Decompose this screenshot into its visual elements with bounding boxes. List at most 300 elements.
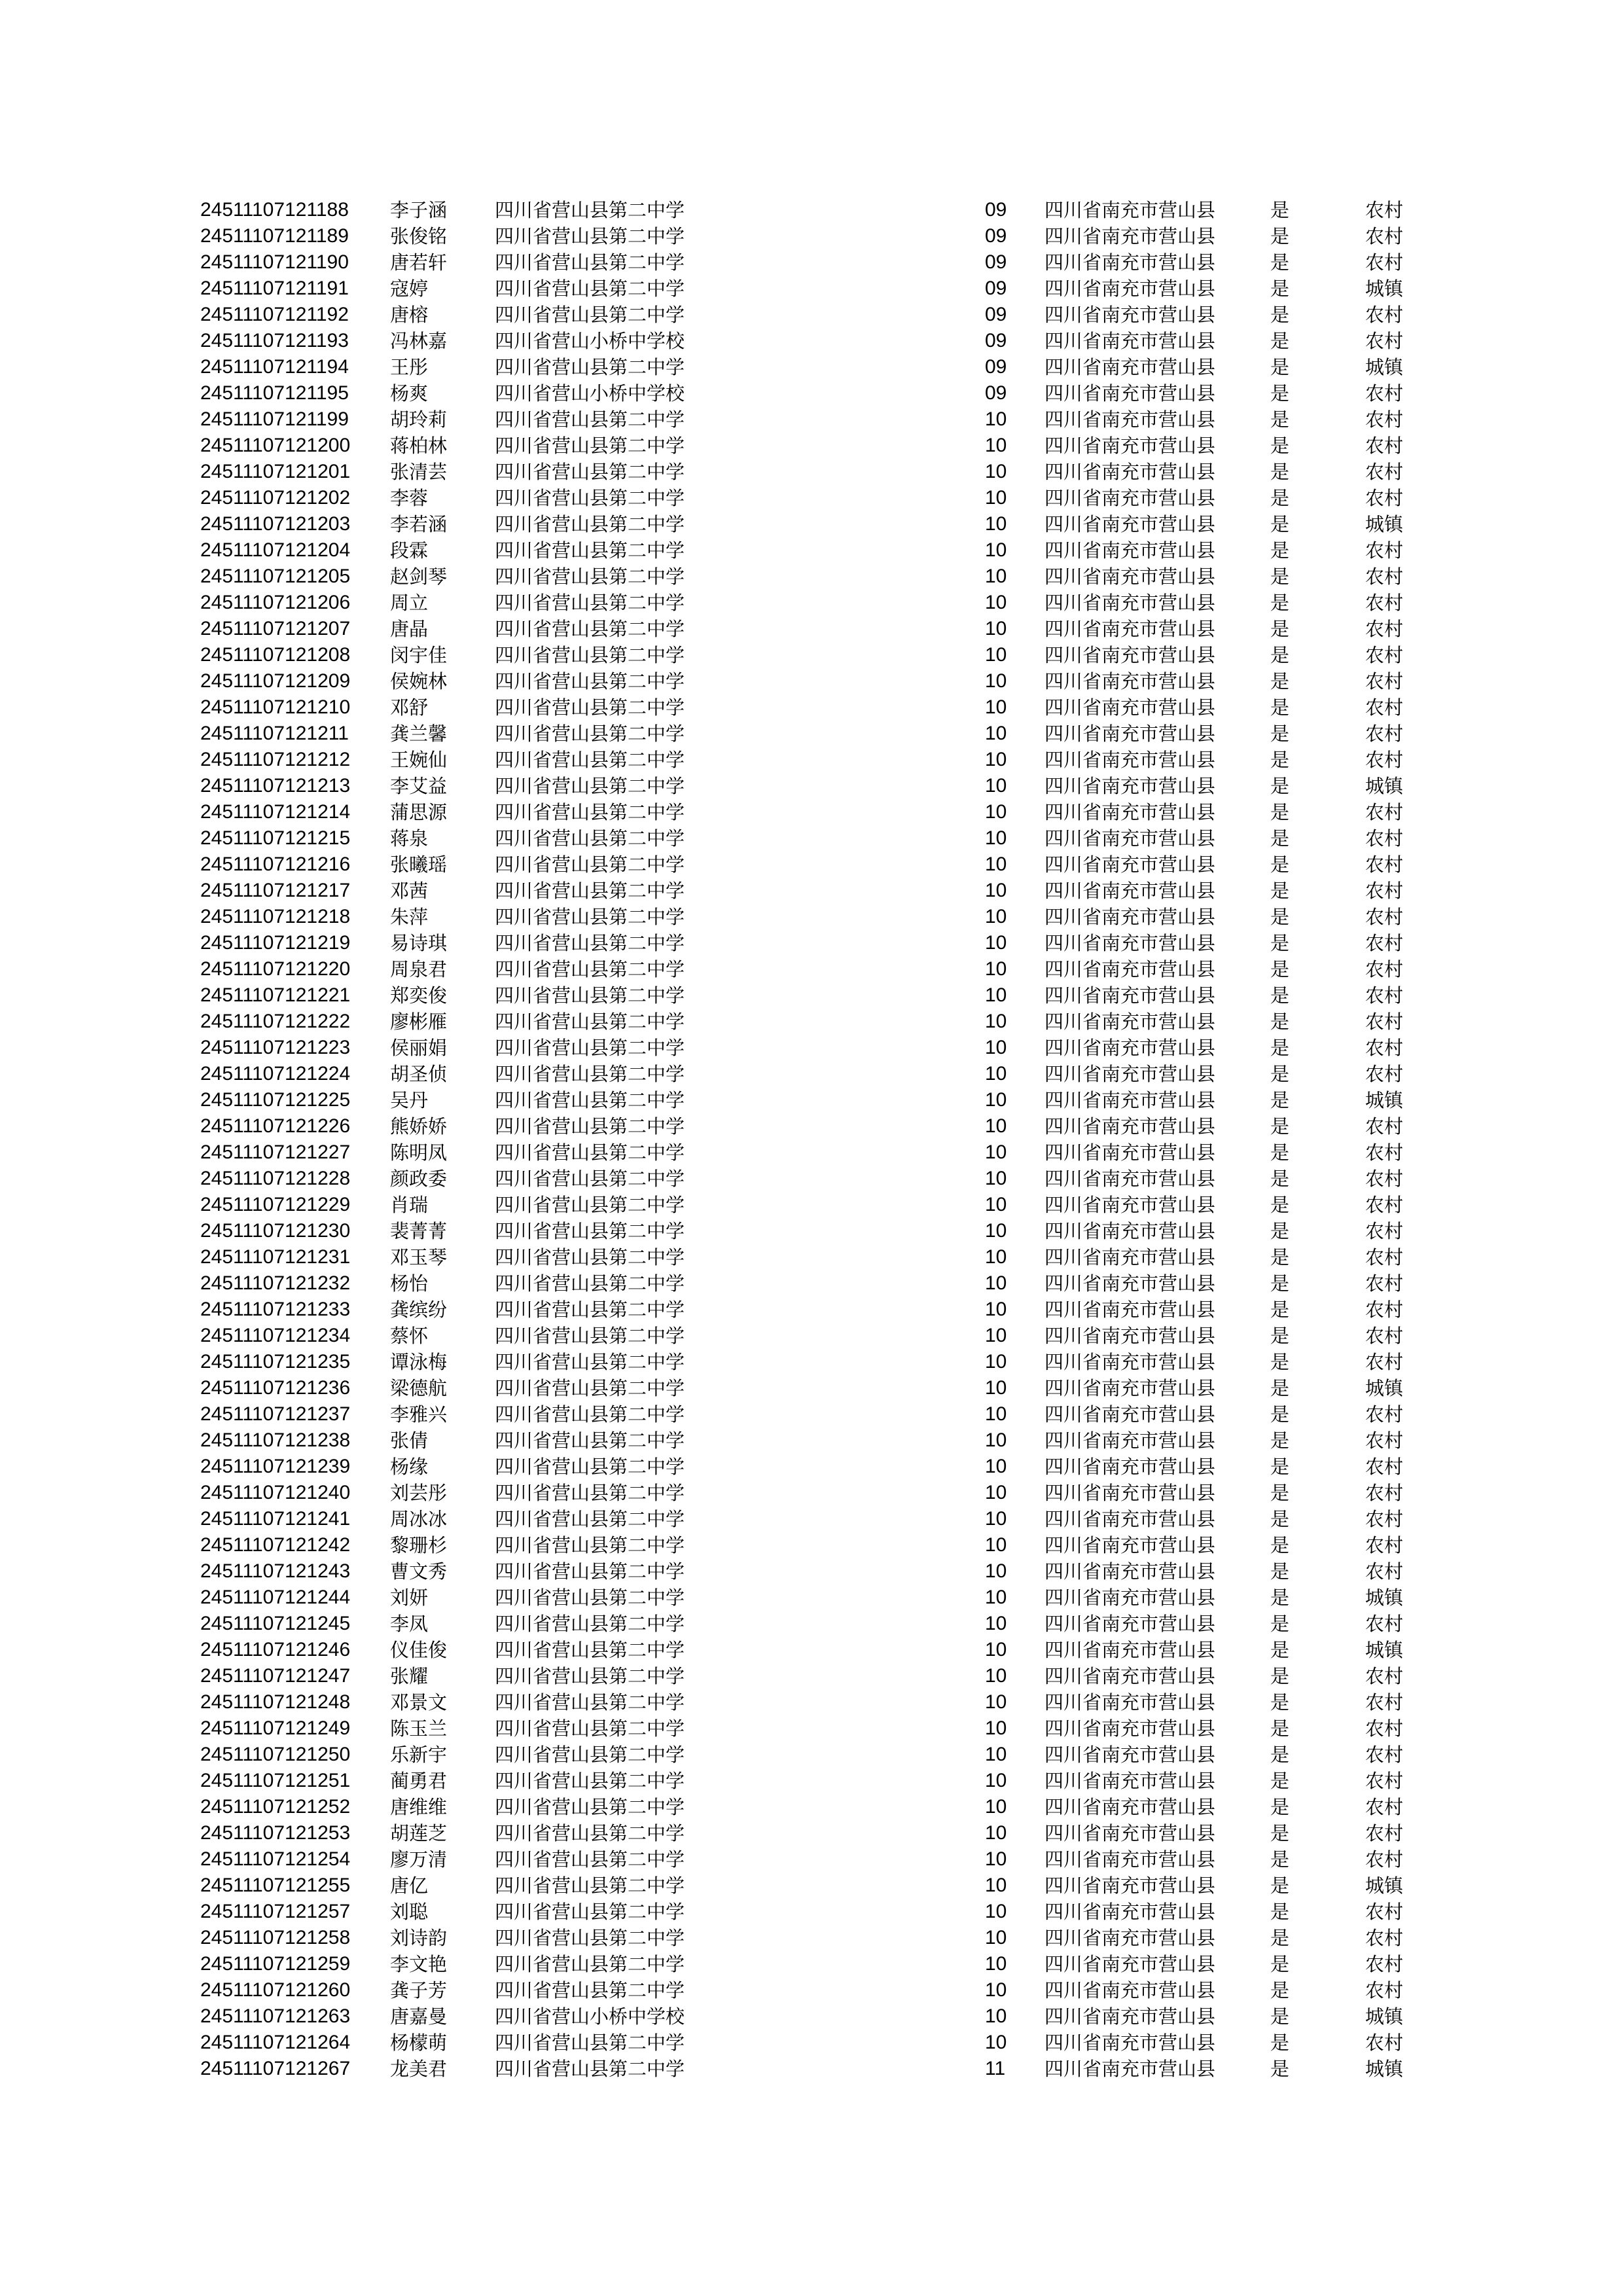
student-name: 李艾益 <box>390 775 448 797</box>
residence-type: 城镇 <box>1365 1874 1404 1897</box>
school-name: 四川省营山县第二中学 <box>495 749 685 771</box>
record-id: 24511107121194 <box>200 356 349 378</box>
eligibility-flag: 是 <box>1270 644 1290 666</box>
table-row <box>0 1977 1623 2003</box>
residence-type: 农村 <box>1365 592 1404 614</box>
region-name: 四川省南充市营山县 <box>1044 592 1216 614</box>
grade-code: 10 <box>985 1403 1007 1425</box>
region-name: 四川省南充市营山县 <box>1044 1429 1216 1452</box>
student-name: 张倩 <box>390 1429 429 1452</box>
record-id: 24511107121195 <box>200 382 349 404</box>
record-id: 24511107121241 <box>200 1508 351 1530</box>
region-name: 四川省南充市营山县 <box>1044 670 1216 692</box>
table-row <box>0 1166 1623 1192</box>
record-id: 24511107121216 <box>200 853 351 875</box>
grade-code: 10 <box>985 461 1007 482</box>
table-row <box>0 1427 1623 1454</box>
eligibility-flag: 是 <box>1270 1351 1290 1373</box>
residence-type: 农村 <box>1365 906 1404 928</box>
record-id: 24511107121221 <box>200 984 351 1006</box>
school-name: 四川省营山县第二中学 <box>495 1770 685 1792</box>
eligibility-flag: 是 <box>1270 382 1290 404</box>
region-name: 四川省南充市营山县 <box>1044 1822 1216 1844</box>
region-name: 四川省南充市营山县 <box>1044 1325 1216 1347</box>
grade-code: 10 <box>985 1011 1007 1032</box>
student-name: 王婉仙 <box>390 749 448 771</box>
record-id: 24511107121252 <box>200 1796 351 1818</box>
table-row <box>0 2056 1623 2082</box>
student-name: 唐亿 <box>390 1874 429 1897</box>
grade-code: 09 <box>985 278 1007 299</box>
region-name: 四川省南充市营山县 <box>1044 1037 1216 1059</box>
eligibility-flag: 是 <box>1270 749 1290 771</box>
record-id: 24511107121245 <box>200 1613 351 1634</box>
student-name: 胡莲芝 <box>390 1822 448 1844</box>
student-name: 黎珊杉 <box>390 1534 448 1556</box>
table-row <box>0 1061 1623 1087</box>
eligibility-flag: 是 <box>1270 1979 1290 2001</box>
student-name: 杨怡 <box>390 1272 429 1295</box>
record-id: 24511107121251 <box>200 1770 351 1791</box>
region-name: 四川省南充市营山县 <box>1044 644 1216 666</box>
school-name: 四川省营山县第二中学 <box>495 461 685 483</box>
region-name: 四川省南充市营山县 <box>1044 1089 1216 1111</box>
grade-code: 10 <box>985 1848 1007 1870</box>
record-id: 24511107121205 <box>200 565 351 587</box>
grade-code: 10 <box>985 1874 1007 1896</box>
eligibility-flag: 是 <box>1270 1272 1290 1295</box>
eligibility-flag: 是 <box>1270 880 1290 902</box>
school-name: 四川省营山县第二中学 <box>495 1927 685 1949</box>
student-name: 李雅兴 <box>390 1403 448 1426</box>
record-id: 24511107121192 <box>200 304 349 325</box>
student-name: 王彤 <box>390 356 429 378</box>
region-name: 四川省南充市营山县 <box>1044 1141 1216 1164</box>
school-name: 四川省营山县第二中学 <box>495 1534 685 1556</box>
grade-code: 09 <box>985 382 1007 404</box>
record-id: 24511107121199 <box>200 408 349 430</box>
residence-type: 农村 <box>1365 1717 1404 1740</box>
student-name: 郑奕俊 <box>390 984 448 1007</box>
table-row <box>0 1820 1623 1846</box>
eligibility-flag: 是 <box>1270 513 1290 535</box>
table-row <box>0 537 1623 564</box>
eligibility-flag: 是 <box>1270 1822 1290 1844</box>
school-name: 四川省营山县第二中学 <box>495 1351 685 1373</box>
residence-type: 农村 <box>1365 1456 1404 1478</box>
table-row <box>0 1087 1623 1113</box>
grade-code: 10 <box>985 775 1007 797</box>
grade-code: 10 <box>985 1901 1007 1922</box>
student-name: 蒲思源 <box>390 801 448 823</box>
table-row <box>0 1585 1623 1611</box>
student-name: 周立 <box>390 592 429 614</box>
residence-type: 农村 <box>1365 1063 1404 1085</box>
eligibility-flag: 是 <box>1270 1639 1290 1661</box>
record-id: 24511107121206 <box>200 592 351 613</box>
record-id: 24511107121232 <box>200 1272 351 1294</box>
student-name: 刘诗韵 <box>390 1927 448 1949</box>
residence-type: 农村 <box>1365 1770 1404 1792</box>
grade-code: 10 <box>985 1822 1007 1844</box>
school-name: 四川省营山县第二中学 <box>495 880 685 902</box>
grade-code: 10 <box>985 1587 1007 1608</box>
region-name: 四川省南充市营山县 <box>1044 487 1216 509</box>
eligibility-flag: 是 <box>1270 330 1290 352</box>
table-row <box>0 1532 1623 1558</box>
school-name: 四川省营山县第二中学 <box>495 1299 685 1321</box>
region-name: 四川省南充市营山县 <box>1044 696 1216 719</box>
region-name: 四川省南充市营山县 <box>1044 2032 1216 2054</box>
school-name: 四川省营山县第二中学 <box>495 618 685 640</box>
record-id: 24511107121254 <box>200 1848 351 1870</box>
student-name: 侯婉林 <box>390 670 448 692</box>
student-name: 刘聪 <box>390 1901 429 1923</box>
record-id: 24511107121264 <box>200 2032 351 2053</box>
eligibility-flag: 是 <box>1270 827 1290 850</box>
eligibility-flag: 是 <box>1270 1246 1290 1268</box>
region-name: 四川省南充市营山县 <box>1044 1403 1216 1426</box>
grade-code: 10 <box>985 984 1007 1006</box>
grade-code: 10 <box>985 1691 1007 1713</box>
grade-code: 10 <box>985 801 1007 823</box>
residence-type: 农村 <box>1365 827 1404 850</box>
record-id: 24511107121249 <box>200 1717 351 1739</box>
school-name: 四川省营山县第二中学 <box>495 1089 685 1111</box>
residence-type: 农村 <box>1365 1194 1404 1216</box>
student-name: 邓玉琴 <box>390 1246 448 1268</box>
record-id: 24511107121202 <box>200 487 351 509</box>
school-name: 四川省营山县第二中学 <box>495 827 685 850</box>
student-name: 廖彬雁 <box>390 1011 448 1033</box>
record-id: 24511107121201 <box>200 461 351 482</box>
residence-type: 城镇 <box>1365 2058 1404 2080</box>
residence-type: 农村 <box>1365 1979 1404 2001</box>
residence-type: 农村 <box>1365 932 1404 954</box>
record-id: 24511107121204 <box>200 539 351 561</box>
grade-code: 10 <box>985 1717 1007 1739</box>
record-id: 24511107121244 <box>200 1587 351 1608</box>
table-row <box>0 1454 1623 1480</box>
student-name: 周泉君 <box>390 958 448 980</box>
region-name: 四川省南充市营山县 <box>1044 853 1216 876</box>
school-name: 四川省营山县第二中学 <box>495 984 685 1007</box>
table-row <box>0 1663 1623 1689</box>
student-name: 唐晶 <box>390 618 429 640</box>
school-name: 四川省营山县第二中学 <box>495 199 685 221</box>
school-name: 四川省营山县第二中学 <box>495 670 685 692</box>
record-id: 24511107121243 <box>200 1560 351 1582</box>
student-name: 刘芸彤 <box>390 1482 448 1504</box>
record-id: 24511107121250 <box>200 1744 351 1765</box>
grade-code: 09 <box>985 225 1007 247</box>
region-name: 四川省南充市营山县 <box>1044 565 1216 588</box>
record-id: 24511107121235 <box>200 1351 351 1372</box>
table-row <box>0 1689 1623 1715</box>
grade-code: 10 <box>985 1089 1007 1111</box>
table-row <box>0 590 1623 616</box>
grade-code: 10 <box>985 1744 1007 1765</box>
grade-code: 10 <box>985 1037 1007 1058</box>
record-id: 24511107121211 <box>200 723 349 744</box>
record-id: 24511107121214 <box>200 801 351 823</box>
eligibility-flag: 是 <box>1270 1796 1290 1818</box>
table-row <box>0 1951 1623 1977</box>
eligibility-flag: 是 <box>1270 775 1290 797</box>
record-id: 24511107121248 <box>200 1691 351 1713</box>
eligibility-flag: 是 <box>1270 1403 1290 1426</box>
residence-type: 农村 <box>1365 1482 1404 1504</box>
eligibility-flag: 是 <box>1270 565 1290 588</box>
grade-code: 10 <box>985 1482 1007 1503</box>
region-name: 四川省南充市营山县 <box>1044 1744 1216 1766</box>
residence-type: 农村 <box>1365 382 1404 404</box>
table-row <box>0 852 1623 878</box>
school-name: 四川省营山县第二中学 <box>495 1796 685 1818</box>
eligibility-flag: 是 <box>1270 1037 1290 1059</box>
student-name: 邓茜 <box>390 880 429 902</box>
grade-code: 10 <box>985 1220 1007 1242</box>
student-name: 张耀 <box>390 1665 429 1687</box>
record-id: 24511107121222 <box>200 1011 351 1032</box>
record-id: 24511107121190 <box>200 251 349 273</box>
eligibility-flag: 是 <box>1270 984 1290 1007</box>
residence-type: 农村 <box>1365 1011 1404 1033</box>
table-row <box>0 1715 1623 1742</box>
eligibility-flag: 是 <box>1270 1011 1290 1033</box>
eligibility-flag: 是 <box>1270 1613 1290 1635</box>
table-row <box>0 1794 1623 1820</box>
grade-code: 10 <box>985 1953 1007 1975</box>
residence-type: 城镇 <box>1365 2005 1404 2028</box>
record-id: 24511107121258 <box>200 1927 351 1948</box>
grade-code: 10 <box>985 1456 1007 1477</box>
residence-type: 农村 <box>1365 1403 1404 1426</box>
record-id: 24511107121234 <box>200 1325 351 1346</box>
eligibility-flag: 是 <box>1270 304 1290 326</box>
grade-code: 10 <box>985 1377 1007 1399</box>
record-id: 24511107121207 <box>200 618 351 639</box>
table-row <box>0 1323 1623 1349</box>
school-name: 四川省营山县第二中学 <box>495 1063 685 1085</box>
record-id: 24511107121191 <box>200 278 349 299</box>
student-name: 龙美君 <box>390 2058 448 2080</box>
region-name: 四川省南充市营山县 <box>1044 1639 1216 1661</box>
student-name: 段霖 <box>390 539 429 562</box>
region-name: 四川省南充市营山县 <box>1044 1979 1216 2001</box>
region-name: 四川省南充市营山县 <box>1044 539 1216 562</box>
region-name: 四川省南充市营山县 <box>1044 827 1216 850</box>
grade-code: 10 <box>985 958 1007 980</box>
student-name: 周冰冰 <box>390 1508 448 1530</box>
school-name: 四川省营山县第二中学 <box>495 1691 685 1713</box>
grade-code: 10 <box>985 513 1007 535</box>
student-name: 邓舒 <box>390 696 429 719</box>
student-name: 张清芸 <box>390 461 448 483</box>
grade-code: 10 <box>985 880 1007 901</box>
school-name: 四川省营山县第二中学 <box>495 958 685 980</box>
school-name: 四川省营山县第二中学 <box>495 1848 685 1871</box>
region-name: 四川省南充市营山县 <box>1044 2005 1216 2028</box>
student-name: 侯丽娟 <box>390 1037 448 1059</box>
eligibility-flag: 是 <box>1270 1063 1290 1085</box>
eligibility-flag: 是 <box>1270 1429 1290 1452</box>
eligibility-flag: 是 <box>1270 1325 1290 1347</box>
school-name: 四川省营山县第二中学 <box>495 1613 685 1635</box>
school-name: 四川省营山县第二中学 <box>495 1717 685 1740</box>
eligibility-flag: 是 <box>1270 487 1290 509</box>
record-id: 24511107121247 <box>200 1665 351 1687</box>
eligibility-flag: 是 <box>1270 251 1290 274</box>
grade-code: 09 <box>985 199 1007 221</box>
table-row <box>0 1401 1623 1427</box>
record-id: 24511107121236 <box>200 1377 351 1399</box>
grade-code: 10 <box>985 670 1007 692</box>
eligibility-flag: 是 <box>1270 1194 1290 1216</box>
table-row <box>0 982 1623 1009</box>
residence-type: 农村 <box>1365 1220 1404 1242</box>
school-name: 四川省营山县第二中学 <box>495 1639 685 1661</box>
region-name: 四川省南充市营山县 <box>1044 1011 1216 1033</box>
grade-code: 10 <box>985 1639 1007 1660</box>
residence-type: 农村 <box>1365 1272 1404 1295</box>
residence-type: 农村 <box>1365 1744 1404 1766</box>
table-row <box>0 2003 1623 2030</box>
eligibility-flag: 是 <box>1270 1665 1290 1687</box>
table-row <box>0 223 1623 249</box>
table-row <box>0 747 1623 773</box>
student-name: 邓景文 <box>390 1691 448 1713</box>
record-id: 24511107121203 <box>200 513 351 535</box>
eligibility-flag: 是 <box>1270 1901 1290 1923</box>
school-name: 四川省营山县第二中学 <box>495 225 685 247</box>
residence-type: 农村 <box>1365 880 1404 902</box>
record-id: 24511107121224 <box>200 1063 351 1085</box>
grade-code: 10 <box>985 1168 1007 1189</box>
table-row <box>0 930 1623 956</box>
eligibility-flag: 是 <box>1270 539 1290 562</box>
grade-code: 10 <box>985 827 1007 849</box>
table-row <box>0 1113 1623 1139</box>
eligibility-flag: 是 <box>1270 2032 1290 2054</box>
region-name: 四川省南充市营山县 <box>1044 1665 1216 1687</box>
record-id: 24511107121228 <box>200 1168 351 1189</box>
table-row <box>0 406 1623 433</box>
table-row <box>0 302 1623 328</box>
residence-type: 城镇 <box>1365 1639 1404 1661</box>
student-name: 蒋柏林 <box>390 435 448 457</box>
grade-code: 10 <box>985 1613 1007 1634</box>
region-name: 四川省南充市营山县 <box>1044 408 1216 431</box>
school-name: 四川省营山县第二中学 <box>495 1168 685 1190</box>
residence-type: 农村 <box>1365 801 1404 823</box>
residence-type: 农村 <box>1365 2032 1404 2054</box>
student-name: 胡玲莉 <box>390 408 448 431</box>
region-name: 四川省南充市营山县 <box>1044 1691 1216 1713</box>
region-name: 四川省南充市营山县 <box>1044 906 1216 928</box>
student-name: 龚缤纷 <box>390 1299 448 1321</box>
record-id: 24511107121259 <box>200 1953 351 1975</box>
school-name: 四川省营山县第二中学 <box>495 1560 685 1583</box>
region-name: 四川省南充市营山县 <box>1044 723 1216 745</box>
table-row <box>0 1925 1623 1951</box>
region-name: 四川省南充市营山县 <box>1044 304 1216 326</box>
eligibility-flag: 是 <box>1270 2058 1290 2080</box>
region-name: 四川省南充市营山县 <box>1044 435 1216 457</box>
grade-code: 10 <box>985 1560 1007 1582</box>
record-id: 24511107121242 <box>200 1534 351 1556</box>
grade-code: 10 <box>985 435 1007 456</box>
school-name: 四川省营山县第二中学 <box>495 278 685 300</box>
region-name: 四川省南充市营山县 <box>1044 984 1216 1007</box>
school-name: 四川省营山县第二中学 <box>495 1665 685 1687</box>
residence-type: 农村 <box>1365 1691 1404 1713</box>
residence-type: 农村 <box>1365 408 1404 431</box>
region-name: 四川省南充市营山县 <box>1044 958 1216 980</box>
residence-type: 农村 <box>1365 461 1404 483</box>
region-name: 四川省南充市营山县 <box>1044 278 1216 300</box>
record-id: 24511107121239 <box>200 1456 351 1477</box>
table-row <box>0 1218 1623 1244</box>
residence-type: 城镇 <box>1365 513 1404 535</box>
region-name: 四川省南充市营山县 <box>1044 1194 1216 1216</box>
residence-type: 农村 <box>1365 1822 1404 1844</box>
student-name: 梁德航 <box>390 1377 448 1399</box>
grade-code: 10 <box>985 539 1007 561</box>
school-name: 四川省营山县第二中学 <box>495 1508 685 1530</box>
residence-type: 农村 <box>1365 1665 1404 1687</box>
region-name: 四川省南充市营山县 <box>1044 1848 1216 1871</box>
grade-code: 09 <box>985 330 1007 351</box>
record-id: 24511107121227 <box>200 1141 351 1163</box>
record-id: 24511107121237 <box>200 1403 351 1425</box>
eligibility-flag: 是 <box>1270 408 1290 431</box>
record-id: 24511107121188 <box>200 199 349 221</box>
residence-type: 农村 <box>1365 1429 1404 1452</box>
student-name: 龚兰馨 <box>390 723 448 745</box>
eligibility-flag: 是 <box>1270 932 1290 954</box>
school-name: 四川省营山县第二中学 <box>495 1220 685 1242</box>
school-name: 四川省营山县第二中学 <box>495 1246 685 1268</box>
residence-type: 城镇 <box>1365 1587 1404 1609</box>
grade-code: 10 <box>985 1272 1007 1294</box>
eligibility-flag: 是 <box>1270 1220 1290 1242</box>
residence-type: 农村 <box>1365 1115 1404 1138</box>
student-name: 廖万清 <box>390 1848 448 1871</box>
eligibility-flag: 是 <box>1270 1141 1290 1164</box>
school-name: 四川省营山县第二中学 <box>495 1744 685 1766</box>
record-id: 24511107121193 <box>200 330 349 351</box>
school-name: 四川省营山县第二中学 <box>495 592 685 614</box>
table-row <box>0 1244 1623 1270</box>
region-name: 四川省南充市营山县 <box>1044 775 1216 797</box>
region-name: 四川省南充市营山县 <box>1044 1351 1216 1373</box>
residence-type: 农村 <box>1365 723 1404 745</box>
record-id: 24511107121189 <box>200 225 349 247</box>
student-name: 杨爽 <box>390 382 429 404</box>
student-name: 颜政委 <box>390 1168 448 1190</box>
grade-code: 10 <box>985 1796 1007 1818</box>
student-name: 胡圣侦 <box>390 1063 448 1085</box>
table-row <box>0 328 1623 354</box>
region-name: 四川省南充市营山县 <box>1044 330 1216 352</box>
school-name: 四川省营山县第二中学 <box>495 2032 685 2054</box>
school-name: 四川省营山县第二中学 <box>495 1272 685 1295</box>
grade-code: 10 <box>985 1508 1007 1530</box>
residence-type: 农村 <box>1365 330 1404 352</box>
school-name: 四川省营山县第二中学 <box>495 1115 685 1138</box>
eligibility-flag: 是 <box>1270 1299 1290 1321</box>
